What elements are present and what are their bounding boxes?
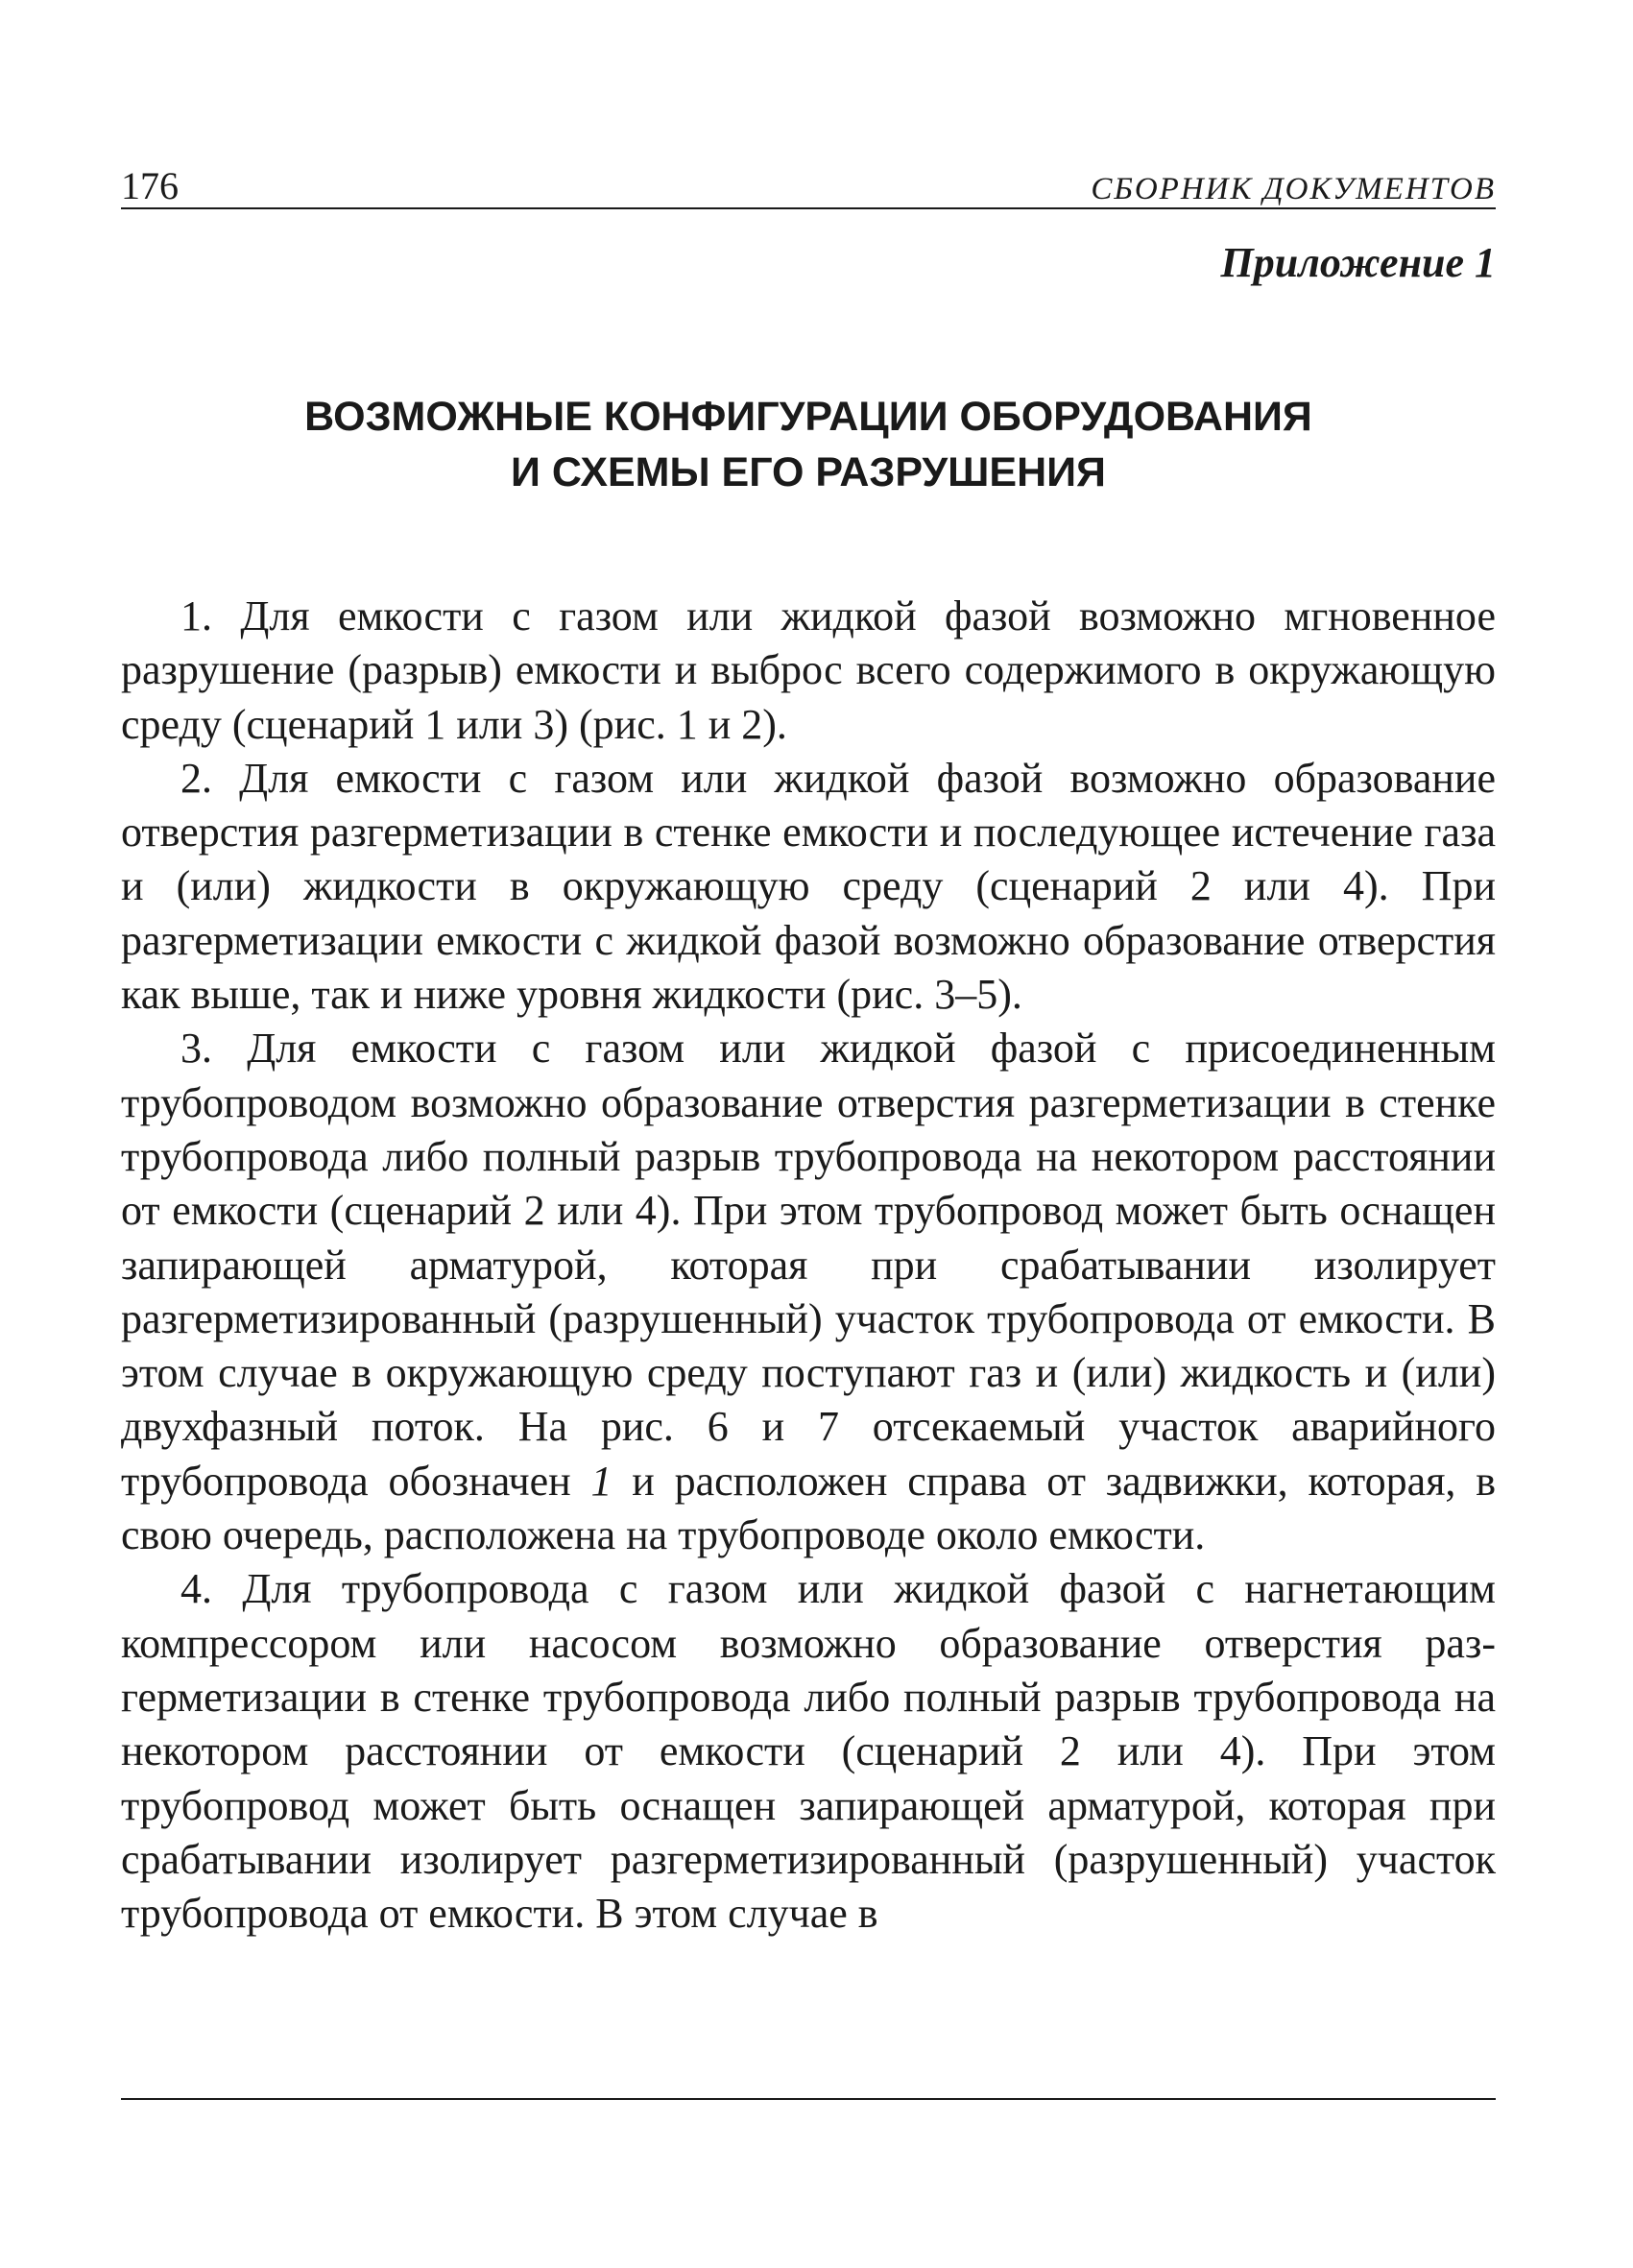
- running-section-title: СБОРНИК ДОКУМЕНТОВ: [1091, 172, 1496, 206]
- paragraph-3: [121, 1022, 1496, 1562]
- running-header: [121, 152, 1496, 205]
- paragraph-2: 2. Для емкости с газом или жидкой фазой возможно образование отверстия разгерметизации в стенке емкости и последующее истечение газа и (или) жидкости в окружающую среду (сценарий 2 или 4). При разгерметизации емкости с жидкой фазой возможно образование отверстия как выше, так и ниже уровня жидкости (рис. 3–5).: [121, 754, 1496, 1019]
- title-line-1: ВОЗМОЖНЫЕ КОНФИГУРАЦИИ ОБОРУДОВАНИЯ: [304, 394, 1312, 440]
- paragraph-1: 1. Для емкости с газом или жидкой фазой возможно мгновенное разрушение (разрыв) емкости и выброс всего содержимого в окружающую среду (сценарий 1 или 3) (рис. 1 и 2).: [121, 592, 1496, 748]
- footer-rule: [121, 2098, 1496, 2100]
- page-number: 176: [121, 164, 179, 207]
- body-text: [121, 590, 1496, 1941]
- title-line-2: И СХЕМЫ ЕГО РАЗРУШЕНИЯ: [511, 449, 1106, 495]
- paragraph-4: 4. Для трубопровода с газом или жидкой фазой с нагнетающим компрессором или насосом возможно образование отверстия разгерметизации в стенке трубопровода либо полный разрыв трубопровода на некотором расстоянии от емкости (сценарий 2 или 4). При этом трубопровод может быть оснащен запирающей арматурой, которая при срабатывании изолирует разгерметизированный (разрушенный) участок трубопровода от емкости. В этом случае в: [121, 1565, 1496, 1938]
- header-rule: [121, 207, 1496, 209]
- paragraph-3-part-a: 3. Для емкости с газом или жидкой фазой с присоединенным трубопроводом возможно образование отверстия разгерметизации в стенке трубопровода либо полный разрыв трубопровода на некотором расстоянии от емкости (сценарий 2 или 4). При этом трубопровод может быть оснащен запирающей арматурой, которая при срабатывании изолирует разгерметизированный (разрушенный) участок трубопровода от емкости. В этом случае в окружающую среду поступают газ и (или) жидкость и (или) двухфазный поток. На рис. 6 и 7 отсекаемый участок аварийного трубопровода обозначен: [121, 1025, 1496, 1505]
- paragraph-3-part-b: и расположен справа от задвижки, которая, в свою очередь, расположена на трубопроводе около емкости.: [121, 1457, 1496, 1559]
- paragraph-3-italic-ref: 1: [590, 1457, 612, 1505]
- page-title: [121, 389, 1496, 500]
- appendix-label: Приложение 1: [1220, 239, 1496, 286]
